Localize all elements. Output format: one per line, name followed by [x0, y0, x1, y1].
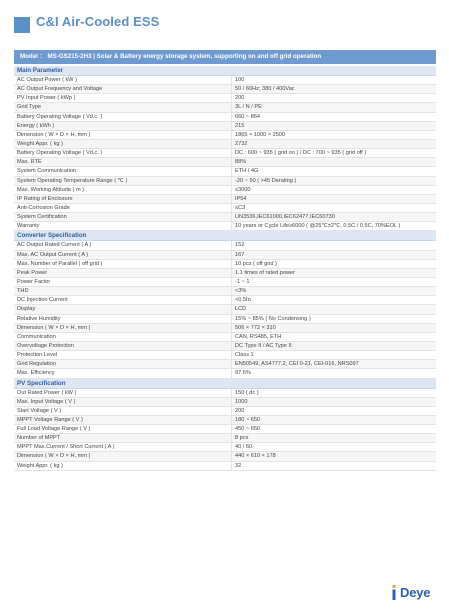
spec-value: ETH / 4G [235, 168, 259, 175]
spec-value: 200 [235, 407, 245, 414]
spec-value: 88% [235, 159, 247, 166]
spec-row [14, 369, 436, 378]
spec-value: 180 ~ 650 [235, 416, 261, 423]
spec-label: System Communication [14, 167, 232, 175]
page-header [0, 0, 449, 50]
spec-value: 3L / N / PE [235, 104, 262, 111]
spec-label: Max. RTE [14, 158, 232, 166]
spec-row [14, 434, 436, 443]
spec-row [14, 222, 436, 231]
spec-row [14, 195, 436, 204]
spec-label: Dimension ( W × D × H, mm ) [14, 131, 232, 139]
spec-value: 32 [235, 462, 242, 469]
spec-row [14, 204, 436, 213]
logo-text: Deye [400, 585, 431, 600]
spec-value: ≤3000 [235, 186, 251, 193]
spec-value: 15% ~ 85% ( No Condensing ) [235, 315, 311, 322]
spec-label: Max. Working Altitude ( m ) [14, 186, 232, 194]
spec-value: CAN, RS485, ETH [235, 333, 282, 340]
spec-value: ≤C3 [235, 204, 246, 211]
page-title: C&I Air-Cooled ESS [36, 14, 160, 29]
spec-row [14, 85, 436, 94]
spec-row [14, 76, 436, 85]
spec-value: -20 ~ 50 ( >45 Derating ) [235, 177, 297, 184]
spec-label: Relative Humidity [14, 315, 232, 323]
spec-row [14, 351, 436, 360]
spec-row [14, 398, 436, 407]
spec-row [14, 425, 436, 434]
spec-label: Warranty [14, 222, 232, 230]
spec-row [14, 287, 436, 296]
spec-value: UN3536,IEC61000,IEC62477,IEC60730 [235, 214, 335, 221]
spec-label: Full Load Voltage Range ( V ) [14, 425, 232, 433]
spec-value: 152 [235, 242, 245, 249]
spec-label: Energy ( kWh ) [14, 122, 232, 130]
spec-label: Protection Level [14, 351, 232, 359]
spec-row [14, 158, 436, 167]
spec-value: 2732 [235, 140, 248, 147]
spec-label: Max. Efficiency [14, 369, 232, 377]
section-heading: PV Specification [14, 379, 436, 389]
spec-label: Weight Appr. ( kg ) [14, 462, 232, 470]
spec-label: Max. Input Voltage ( V ) [14, 398, 232, 406]
spec-label: System Certification [14, 213, 232, 221]
spec-label: Grid Regulation [14, 360, 232, 368]
spec-value: -1 ~ 1 [235, 278, 250, 285]
spec-value: <3% [235, 288, 247, 295]
spec-row [14, 333, 436, 342]
spec-value: 506 × 772 × 310 [235, 324, 276, 331]
spec-value: 97.6% [235, 370, 251, 377]
spec-value: EN50549, AS4777.2, CEI 0-21, CEI-016, NRS097 [235, 361, 359, 368]
spec-value: 450 ~ 650 [235, 426, 261, 433]
spec-value: 40 / 60 [235, 444, 253, 451]
spec-label: Dimension ( W × D × H, mm ) [14, 324, 232, 332]
spec-label: Max. AC Output Current ( A ) [14, 251, 232, 259]
spec-label: Dimension ( W × D × H, mm ) [14, 452, 232, 460]
spec-row [14, 177, 436, 186]
spec-row [14, 360, 436, 369]
spec-label: Display [14, 305, 232, 313]
spec-value: 8 pcs [235, 435, 249, 442]
spec-row [14, 452, 436, 461]
spec-row [14, 167, 436, 176]
spec-label: Max. Number of Parallel ( off grid ) [14, 260, 232, 268]
spec-row [14, 462, 436, 471]
spec-value: <0.5In [235, 297, 251, 304]
spec-row [14, 324, 436, 333]
spec-value: DC : 600 ~ 935 ( grid on ) / DC : 700 ~ 935 ( grid off ) [235, 150, 367, 157]
spec-label: System Operating Temperature Range ( ℃ ) [14, 177, 232, 185]
spec-label: Start Voltage ( V ) [14, 407, 232, 415]
spec-label: Communication [14, 333, 232, 341]
brand-square-icon [14, 17, 30, 33]
spec-label: Grid Type [14, 103, 232, 111]
spec-label: IP Rating of Enclosure [14, 195, 232, 203]
spec-value: 100 [235, 77, 245, 83]
spec-label: Number of MPPT [14, 434, 232, 442]
spec-label: DC Injection Current [14, 296, 232, 304]
spec-label: Battery Operating Voltage ( Vd.c. ) [14, 113, 232, 121]
spec-value: 150 ( dc ) [235, 389, 259, 396]
spec-row [14, 407, 436, 416]
spec-value: 1.1 times of rated power [235, 269, 296, 276]
spec-row [14, 140, 436, 149]
spec-row [14, 251, 436, 260]
spec-row [14, 186, 436, 195]
spec-label: THD [14, 287, 232, 295]
spec-row [14, 103, 436, 112]
spec-value: LCD [235, 306, 247, 313]
spec-value: 10 years or Cycle Life≥6000 ( @25℃±2℃, 0.5C / 0.5C, 70%EOL ) [235, 223, 401, 230]
spec-label: AC Output Power ( kW ) [14, 76, 232, 84]
spec-value: IP54 [235, 195, 247, 202]
spec-row [14, 213, 436, 222]
section-heading: Converter Specification [14, 231, 436, 241]
spec-value: 1865 × 1000 × 2500 [235, 131, 286, 138]
spec-value: 200 [235, 95, 245, 102]
deye-logo-icon [389, 585, 399, 600]
spec-table [14, 66, 436, 471]
spec-label: Weight Appr. ( kg ) [14, 140, 232, 148]
spec-value: 660 ~ 864 [235, 113, 261, 120]
spec-row [14, 389, 436, 398]
spec-value: 10 pcs ( off grid ) [235, 260, 277, 267]
spec-label: AC Output Rated Current ( A ) [14, 241, 232, 249]
spec-row [14, 122, 436, 131]
spec-row [14, 416, 436, 425]
deye-logo [389, 584, 437, 602]
spec-row [14, 94, 436, 103]
section-heading: Main Parameter [14, 66, 436, 76]
model-bar: Model ： MS-GS215-2H3 | Solar & Battery energy storage system, supporting on and off grid operation [14, 50, 436, 64]
spec-row [14, 443, 436, 452]
spec-value: DC Type II / AC Type II [235, 342, 292, 349]
spec-label: Peak Power [14, 269, 232, 277]
spec-label: Out Rated Power ( kW ) [14, 389, 232, 397]
spec-value: 167 [235, 251, 245, 258]
spec-value: 1000 [235, 398, 248, 405]
spec-label: Overvoltage Protection [14, 342, 232, 350]
spec-row [14, 278, 436, 287]
spec-row [14, 269, 436, 278]
spec-label: Anti-Corrosion Grade [14, 204, 232, 212]
spec-value: 215 [235, 122, 245, 129]
spec-label: Battery Operating Voltage ( Vd.c. ) [14, 149, 232, 157]
spec-value: Class 1 [235, 352, 254, 359]
spec-row [14, 296, 436, 305]
spec-row [14, 342, 436, 351]
spec-value: 50 / 60Hz; 380 / 400Vac [235, 86, 295, 93]
spec-label: MPPT Max.Current / Short Current ( A ) [14, 443, 232, 451]
spec-label: Power Factor [14, 278, 232, 286]
spec-label: PV Input Power ( kWp ) [14, 94, 232, 102]
spec-row [14, 149, 436, 158]
spec-row [14, 315, 436, 324]
spec-label: MPPT Voltage Range ( V ) [14, 416, 232, 424]
spec-row [14, 241, 436, 250]
spec-row [14, 131, 436, 140]
spec-value: 440 × 610 × 178 [235, 453, 276, 460]
spec-row [14, 305, 436, 314]
spec-row [14, 113, 436, 122]
spec-row [14, 260, 436, 269]
spec-label: AC Output Frequency and Voltage [14, 85, 232, 93]
